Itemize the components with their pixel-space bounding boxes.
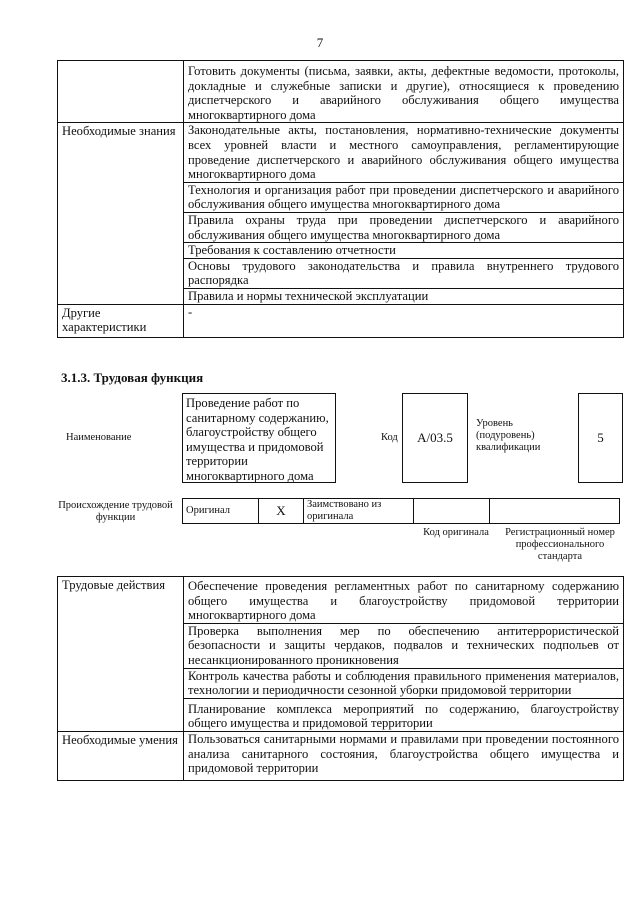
action-text-cell: Готовить документы (письма, заявки, акты, дефектные ведомости, протоколы, докладные и служебные записки и другие), относящиеся к проведению диспетчерского и аварийного обслуживания общего имущества многоквартирного дома (184, 61, 624, 123)
knowledge-item: Требования к составлению отчетности (184, 243, 624, 259)
skill-item: Пользоваться санитарными нормами и правилами при проведении постоянного анализа санитарного состояния, благоустройства общего имущества и придомовой территории (184, 731, 624, 780)
code-box: А/03.5 (402, 393, 468, 483)
knowledge-item: Технология и организация работ при проведении диспетчерского и аварийного обслуживания общего имущества многоквартирного дома (184, 182, 624, 212)
code-original-label: Код оригинала (423, 527, 489, 538)
name-label: Наименование (66, 432, 132, 443)
empty-cell (490, 499, 620, 524)
original-label: Оригинал (183, 499, 259, 524)
table-row (58, 731, 624, 780)
knowledge-label: Необходимые знания (58, 123, 184, 304)
skills-label: Необходимые умения (58, 731, 184, 780)
action-item: Планирование комплекса мероприятий по содержанию, благоустройству общего имущества и придомовой территории (184, 698, 624, 731)
origin-table (182, 498, 620, 524)
table-row (58, 61, 624, 123)
other-value: - (184, 304, 624, 337)
table-row (58, 577, 624, 624)
knowledge-item: Правила охраны труда при проведении диспетчерского и аварийного обслуживания общего имущества многоквартирного дома (184, 212, 624, 242)
empty-cell (414, 499, 490, 524)
knowledge-item: Основы трудового законодательства и правила внутреннего трудового распорядка (184, 258, 624, 288)
borrowed-label: Заимствовано из оригинала (304, 499, 414, 524)
action-item: Проверка выполнения мер по обеспечению антитеррористической безопасности и защиты чердаков, подвалов и технических подпольев от несанкционированного проникновения (184, 623, 624, 668)
origin-label: Происхождение трудовой функции (58, 500, 173, 523)
page-number: 7 (316, 35, 324, 50)
level-label: Уровень (подуровень) квалификации (476, 418, 541, 453)
knowledge-item: Законодательные акты, постановления, нормативно-технические документы всех уровней власти и местного самоуправления, регламентирующие проведение диспетчерского и аварийного обслуживания общего имущества многоквартирного дома (184, 123, 624, 182)
actions-table (57, 576, 624, 781)
original-mark: X (259, 499, 304, 524)
knowledge-table (57, 60, 624, 338)
other-label: Другие характеристики (58, 304, 184, 337)
knowledge-item: Правила и нормы технической эксплуатации (184, 288, 624, 304)
function-name-box: Проведение работ по санитарному содержанию, благоустройству общего имущества и придомовой территории многоквартирного дома (182, 393, 336, 483)
table-row (58, 304, 624, 337)
level-box: 5 (578, 393, 623, 483)
section-title: 3.1.3. Трудовая функция (61, 370, 204, 385)
reg-number-label: Регистрационный номер профессионального стандарта (505, 527, 615, 562)
action-item: Обеспечение проведения регламентных работ по санитарному содержанию общего имущества и благоустройству придомовой территории многоквартирного дома (184, 577, 624, 624)
table-row (183, 499, 620, 524)
action-item: Контроль качества работы и соблюдения правильного применения материалов, технологии и периодичности сезонной уборки придомовой территории (184, 668, 624, 698)
code-label: Код (381, 432, 398, 443)
empty-label-cell (58, 61, 184, 123)
table-row (58, 123, 624, 182)
actions-label: Трудовые действия (58, 577, 184, 732)
